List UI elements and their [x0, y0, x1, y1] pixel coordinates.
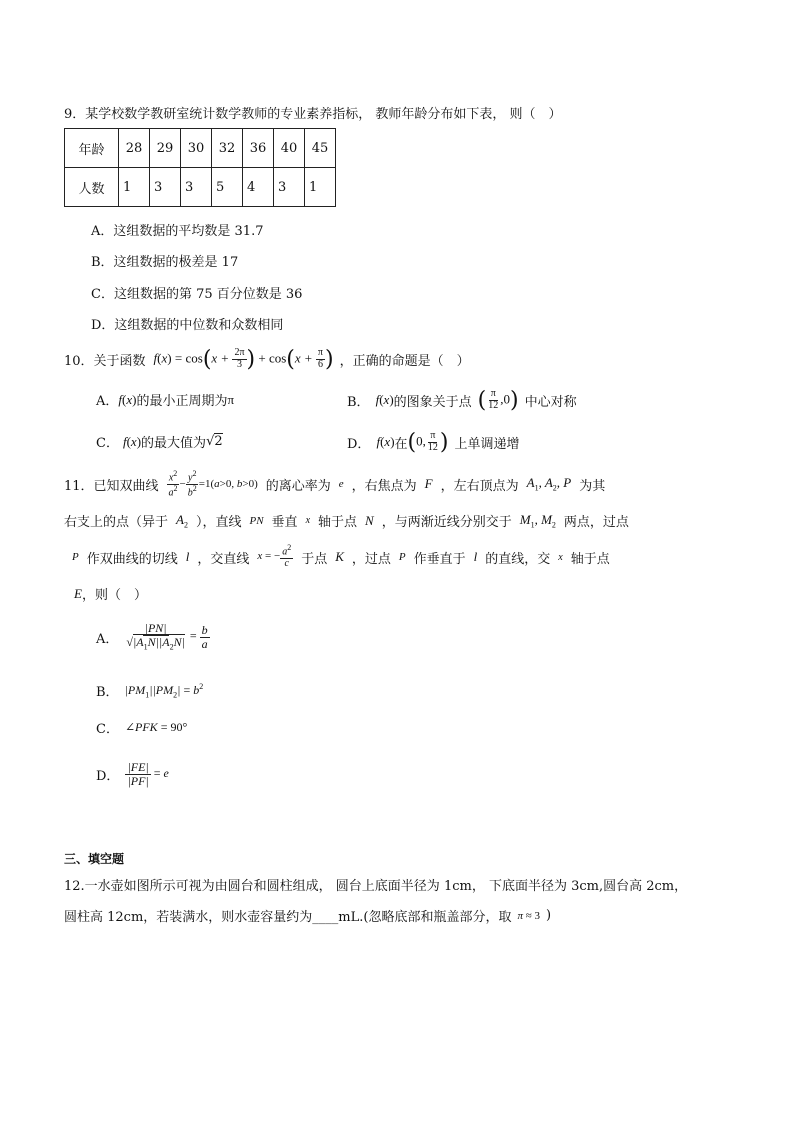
q11-text: 的离心率为 [265, 478, 331, 494]
q12-line-2 [64, 906, 551, 925]
table-cell: 45 [305, 129, 336, 168]
table-cell: 3 [181, 168, 212, 207]
fx-expression: f(x) [118, 391, 137, 407]
table-cell: 32 [212, 129, 243, 168]
q11-text: 两点，过点 [563, 515, 629, 530]
table-cell: 3 [150, 168, 181, 207]
q9-option-b: B．这组数据的极差是 17 [91, 255, 239, 270]
option-a-formula: $\frac{|PN|}{√|A_1N||A_2N|}$ = $\frac{b}{a}$ [126, 621, 208, 652]
option-text: 的最大值为 [141, 436, 207, 451]
table-cell: 30 [181, 129, 212, 168]
q9-option-d: D．这组数据的中位数和众数相同 [91, 318, 284, 333]
q10-option-b [347, 383, 577, 417]
point-expression: ( $\frac{\pi}{12}$ ,0) [477, 387, 519, 413]
option-text: 的图象关于点 [393, 394, 472, 410]
table-cell: 1 [305, 168, 336, 207]
table-cell: 4 [243, 168, 274, 207]
q10-tail: ，正确的命题是（ ） [339, 353, 470, 369]
fx-expression: f(x) [375, 392, 394, 407]
option-label: D． [347, 436, 371, 452]
math-symbol: l [185, 549, 190, 564]
math-symbol: N [365, 512, 374, 528]
q10-option-a [96, 390, 234, 409]
pi-symbol: π [227, 391, 235, 407]
option-c-formula: ∠PFK = 90° [124, 720, 188, 734]
q11-text: ，则（ ） [81, 588, 147, 603]
math-symbol: P [72, 551, 79, 563]
table-cell: 40 [274, 129, 305, 168]
q11-text: 垂直 [271, 515, 298, 530]
math-symbol: e [338, 478, 344, 490]
math-symbol: PN [249, 514, 264, 527]
q11-text: 作双曲线的切线 [86, 551, 178, 567]
q11-line-4 [74, 584, 147, 603]
q11-text: 右支上的点（异于 [64, 515, 169, 530]
fx-expression: f(x) [376, 434, 395, 449]
table-cell: 29 [150, 129, 181, 168]
q11-text: 于点 [301, 551, 328, 567]
q9-option-c: C．这组数据的第 75 百分位数是 36 [91, 287, 303, 302]
option-text: 上单调递增 [454, 436, 520, 452]
q11-text: 作垂直于 [413, 551, 466, 567]
table-cell-header: 人数 [65, 168, 119, 207]
fx-expression: f(x) [122, 433, 142, 449]
q11-text: ），直线 [195, 515, 242, 530]
q9-stem: 9．某学校数学教研室统计数学教师的专业素养指标， 教师年龄分布如下表， 则（ ） [64, 107, 562, 122]
age-distribution-table [64, 128, 336, 207]
q11-text: 轴于点 [318, 515, 358, 530]
math-symbol: x [305, 515, 311, 526]
option-label: D． [96, 768, 120, 784]
q11-option-c [96, 718, 187, 737]
math-symbol: E [74, 585, 82, 601]
q12-text: 圆柱高 12cm，若装满水，则水壶容量约为____mL.(忽略底部和瓶盖部分，取 [64, 910, 512, 925]
math-symbol: P [398, 551, 406, 563]
math-symbol: x [558, 551, 563, 563]
q12-line-1: 12.一水壶如图所示可视为由圆台和圆柱组成， 圆台上底面半径为 1cm， 下底面半径为 3cm,圆台高 2cm， [64, 879, 688, 894]
q11-text: 轴于点 [570, 551, 610, 567]
option-text: 中心对称 [524, 394, 577, 410]
option-b-formula: $|PM_1||PM_2| = b^2$ [124, 681, 204, 700]
q10-option-c [96, 432, 223, 451]
interval-expression: (0, $\frac{\pi}{12}$ ) [407, 429, 449, 455]
q11-option-a [96, 614, 210, 660]
q11-text: ，过点 [351, 551, 391, 567]
q11-option-b [96, 681, 203, 700]
q11-text: 的直线，交 [485, 551, 551, 567]
table-cell: 5 [212, 168, 243, 207]
math-symbol: l [473, 549, 478, 564]
line-equation: x = − $\frac{a^2}{c}$ [257, 543, 292, 570]
option-label: B． [96, 685, 119, 700]
q10-function-formula: f(x) = cos(x + $\frac{2\pi}{3}$ ) + cos(x + $\frac{\pi}{6}$ ) [153, 346, 334, 372]
option-label: C． [96, 722, 119, 737]
option-label: A． [96, 394, 119, 409]
q10-number: 10．关于函数 [64, 353, 146, 369]
q11-option-d [96, 752, 169, 796]
q10-option-d [347, 425, 520, 459]
option-text: 的最小正周期为 [136, 394, 228, 409]
math-symbol: F [424, 476, 433, 491]
q11-text: ，与两渐近线分别交于 [381, 515, 512, 530]
sqrt2-expression: √2 [206, 434, 223, 449]
option-label: A． [96, 631, 119, 647]
math-symbol: $A_2$ [176, 511, 188, 530]
pi-approx-formula: π ≈ 3 [517, 909, 541, 922]
hyperbola-equation: $\frac{x^2}{a^2}$ − $\frac{y^2}{b^2}$ =1(a>0, b>0) [168, 468, 258, 498]
math-symbol: K [335, 549, 344, 564]
q12-text: ) [546, 908, 552, 923]
table-cell: 28 [119, 129, 150, 168]
section-title: 三、填空题 [64, 852, 125, 866]
q11-text: ，交直线 [197, 551, 250, 567]
table-row [65, 129, 336, 168]
math-symbol: $M_1$, $M_2$ [519, 511, 556, 530]
q11-line-3 [72, 537, 610, 577]
option-label: B． [347, 394, 370, 410]
table-cell: 3 [274, 168, 305, 207]
math-symbol: $A_1$, $A_2$, P [526, 475, 572, 493]
table-cell: 1 [119, 168, 150, 207]
option-d-formula: $\frac{|FE|}{|PF|}$ = e [127, 759, 169, 788]
q11-text: ，右焦点为 [351, 478, 417, 494]
q11-line-1 [64, 467, 605, 501]
q11-text: 为其 [579, 478, 606, 494]
table-cell-header: 年龄 [65, 129, 119, 168]
table-cell: 36 [243, 129, 274, 168]
q10-stem [64, 342, 470, 376]
option-text: 在 [394, 436, 408, 452]
option-label: C． [96, 436, 119, 451]
q9-option-a: A．这组数据的平均数是 31.7 [91, 224, 264, 239]
q11-text: ，左右顶点为 [440, 478, 519, 494]
q11-text: 11．已知双曲线 [64, 478, 159, 494]
q11-line-2 [64, 511, 629, 530]
table-row [65, 168, 336, 207]
